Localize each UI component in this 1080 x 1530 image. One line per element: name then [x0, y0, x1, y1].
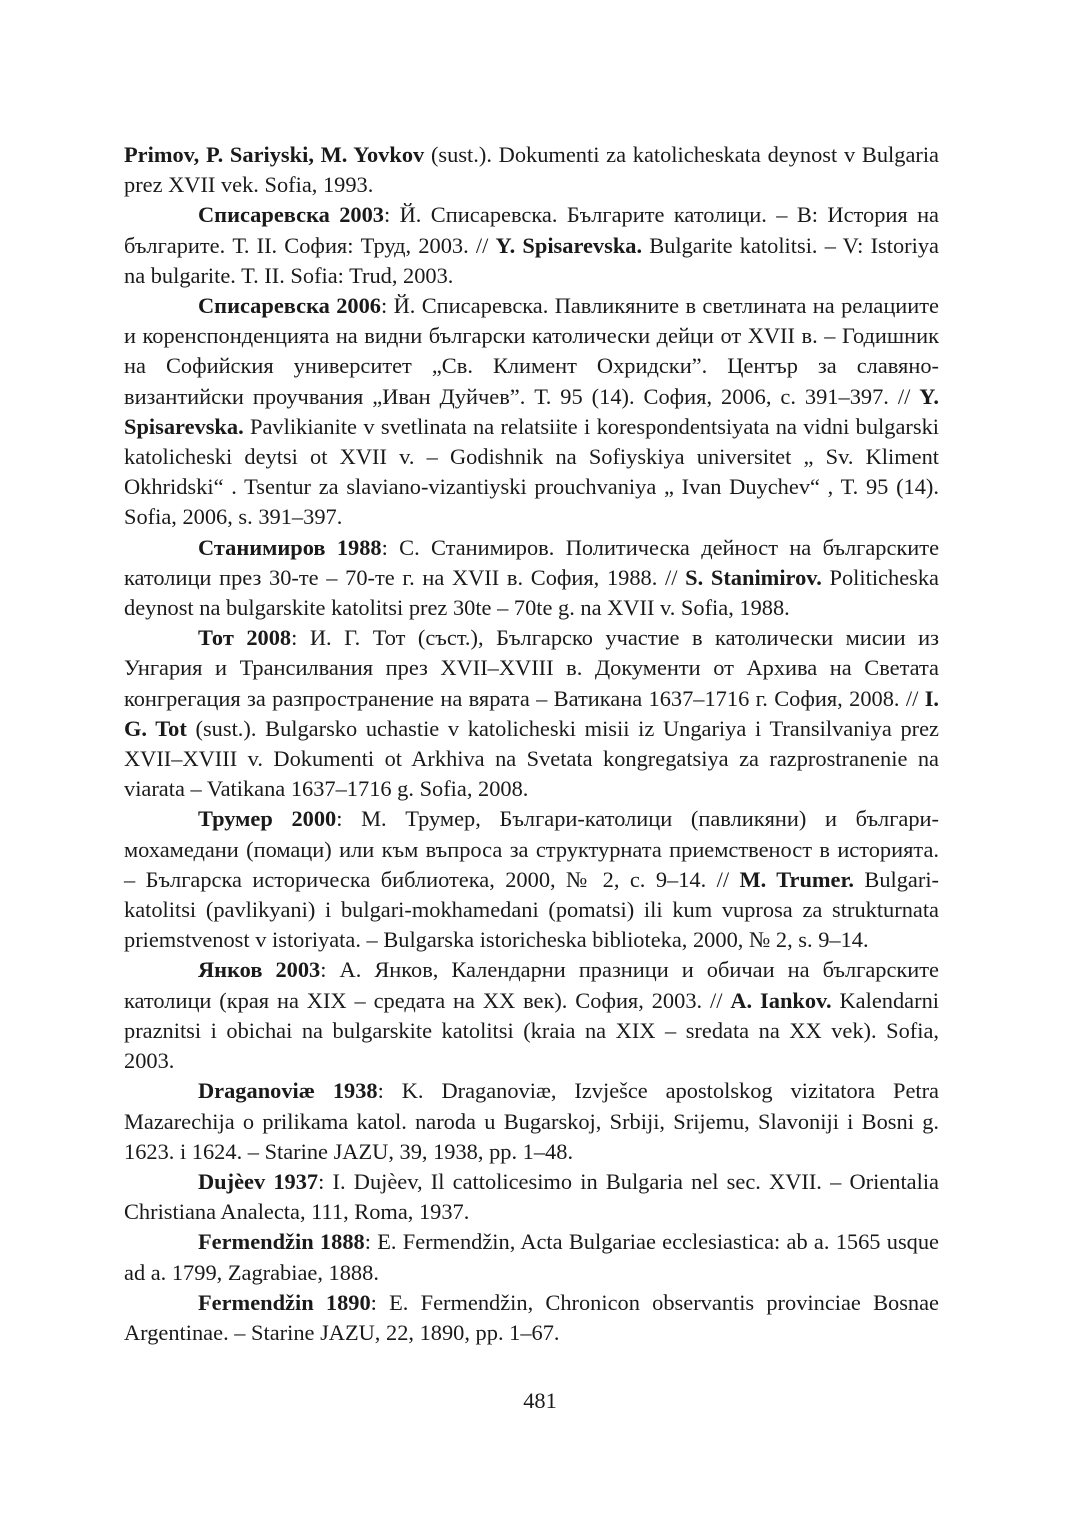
entry-transliteration: Pavlikianite v svetlinata na relatsiite i korespondentsiyata na vidni bulgarski katolicheski deytsi ot XVII v. – Godishnik na Sofiyskiya universitet „ Sv. Kliment Okhridski“ . Tsentur za slaviano-vizantiyski prouchvaniya „ Ivan Duychev“ , T. 95 (14). Sofia, 2006, s. 391–397.	[124, 413, 939, 530]
entry-text: : М. Трумер, Българи-католици (павликяни) и българи-мохамедани (помаци) или към въпроса за структурната приемственост в историята. – Българска историческа библиотека, 2000, № 2, с. 9–14. //	[124, 806, 939, 892]
entry-text: : Й. Списаревска. Павликяните в светлината на релациите и коренспонденцията на видни български католически дейци от XVII в. – Годишник на Софийския университет „Св. Климент Охридски”. Център за славяно-византийски проучвания „Иван Дуйчев”. Т. 95 (14). София, 2006, с. 391–397. //	[124, 293, 939, 409]
entry-key: Тот 2008	[198, 625, 292, 651]
bibliography-entry	[124, 955, 939, 1076]
entry-text: : А. Янков, Календарни празници и обичаи на българските католици (края на XIX – средата на XX век). София, 2003. //	[124, 957, 939, 1013]
entry-text: : E. Fermendžin, Chronicon observantis provinciae Bosnae Argentinae. – Starine JAZU, 22, 1890, pp. 1–67.	[124, 1289, 939, 1345]
entry-transliteration: Politicheska deynost na bulgarskite katolitsi prez 30te – 70te g. na XVII v. Sofia, 1988.	[124, 564, 939, 621]
entry-transliteration: Kalendarni praznitsi i obichai na bulgarskite katolitsi (kraia na XIX – sredata na XX vek). Sofia, 2003.	[124, 987, 939, 1074]
bibliography-entry	[124, 804, 939, 955]
bibliography-entry	[124, 623, 939, 804]
entry-transliterated-author: Y. Spisarevska.	[495, 232, 643, 258]
entry-key: Станимиров 1988	[198, 534, 382, 560]
entry-transliterated-author: M. Trumer.	[739, 866, 854, 892]
entry-key: Трумер 2000	[198, 806, 337, 832]
entry-key: Fermendžin 1888	[198, 1229, 365, 1255]
bibliography-entry	[124, 1288, 939, 1348]
entry-key: Fermendžin 1890	[198, 1289, 371, 1315]
entry-text: : И. Г. Тот (съст.), Българско участие в католически мисии из Унгария и Трансилвания през XVII–XVIII в. Документи от Архива на Светата конгрегация за разпространение на вярата – Ватикана 1637–1716 г. София, 2008. //	[124, 625, 939, 711]
entry-transliteration: Bulgari-katolitsi (pavlikyani) i bulgari-mokhamedani (pomatsi) ili kum vuprosa za strukturnata priemstvenost v istoriyata. – Bulgarska istoricheska biblioteka, 2000, № 2, s. 9–14.	[124, 866, 940, 953]
entry-text: : Й. Списаревска. Българите католици. – В: История на българите. Т. II. София: Труд, 2003. //	[124, 202, 939, 258]
page-number: 481	[523, 1388, 557, 1413]
entry-key: Янков 2003	[198, 957, 321, 983]
entry-transliteration: Bulgarite katolitsi. – V: Istoriya na bulgarite. T. II. Sofia: Trud, 2003.	[124, 232, 939, 288]
bibliography-entry	[124, 1167, 939, 1227]
entry-key: Списаревска 2003	[198, 202, 385, 228]
entry-key: Draganoviæ 1938	[198, 1078, 378, 1104]
entry-text: : I. Dujèev, Il cattolicesimo in Bulgaria nel sec. XVII. – Orientalia Christiana Analecta, 111, Roma, 1937.	[124, 1168, 939, 1225]
bibliography-entry	[124, 533, 939, 624]
entry-transliterated-author: S. Stanimirov.	[685, 564, 822, 590]
entry-key: Dujèev 1937	[198, 1168, 319, 1194]
bibliography-entry	[124, 291, 939, 533]
entry-author: Primov, P. Sariyski, M. Yovkov	[124, 142, 425, 167]
entry-transliterated-author: I. G. Tot	[124, 685, 939, 741]
bibliography-page	[124, 140, 939, 1348]
entry-text: (sust.). Dokumenti za katolicheskata deynost v Bulgaria prez XVII vek. Sofia, 1993.	[124, 142, 939, 198]
bibliography-entry	[124, 1076, 939, 1167]
entry-transliterated-author: A. Iankov.	[730, 987, 832, 1013]
entry-text: : K. Draganoviæ, Izvješce apostolskog vizitatora Petra Mazarechija o prilikama katol. naroda u Bugarskoj, Srbiji, Srijemu, Slavoniji i Bosni g. 1623. i 1624. – Starine JAZU, 39, 1938, pp. 1–48.	[124, 1078, 939, 1164]
entry-transliterated-author: Y. Spisarevska.	[124, 383, 939, 439]
bibliography-entry	[124, 200, 939, 291]
bibliography-entry	[124, 140, 939, 200]
entry-text: : С. Станимиров. Политическа дейност на българските католици през 30-те – 70-те г. на XVII в. София, 1988. //	[124, 534, 940, 590]
entry-text: : E. Fermendžin, Acta Bulgariae ecclesiastica: ab a. 1565 usque ad a. 1799, Zagrabiae, 1888.	[124, 1229, 939, 1285]
entry-key: Списаревска 2006	[198, 293, 381, 319]
bibliography-entry	[124, 1227, 939, 1287]
entry-transliteration: (sust.). Bulgarsko uchastie v katolicheski misii iz Ungariya i Transilvaniya prez XVII–XVIII v. Dokumenti ot Arkhiva na Svetata kongregatsiya za razprostranenie na viarata – Vatikana 1637–1716 g. Sofia, 2008.	[124, 715, 939, 802]
